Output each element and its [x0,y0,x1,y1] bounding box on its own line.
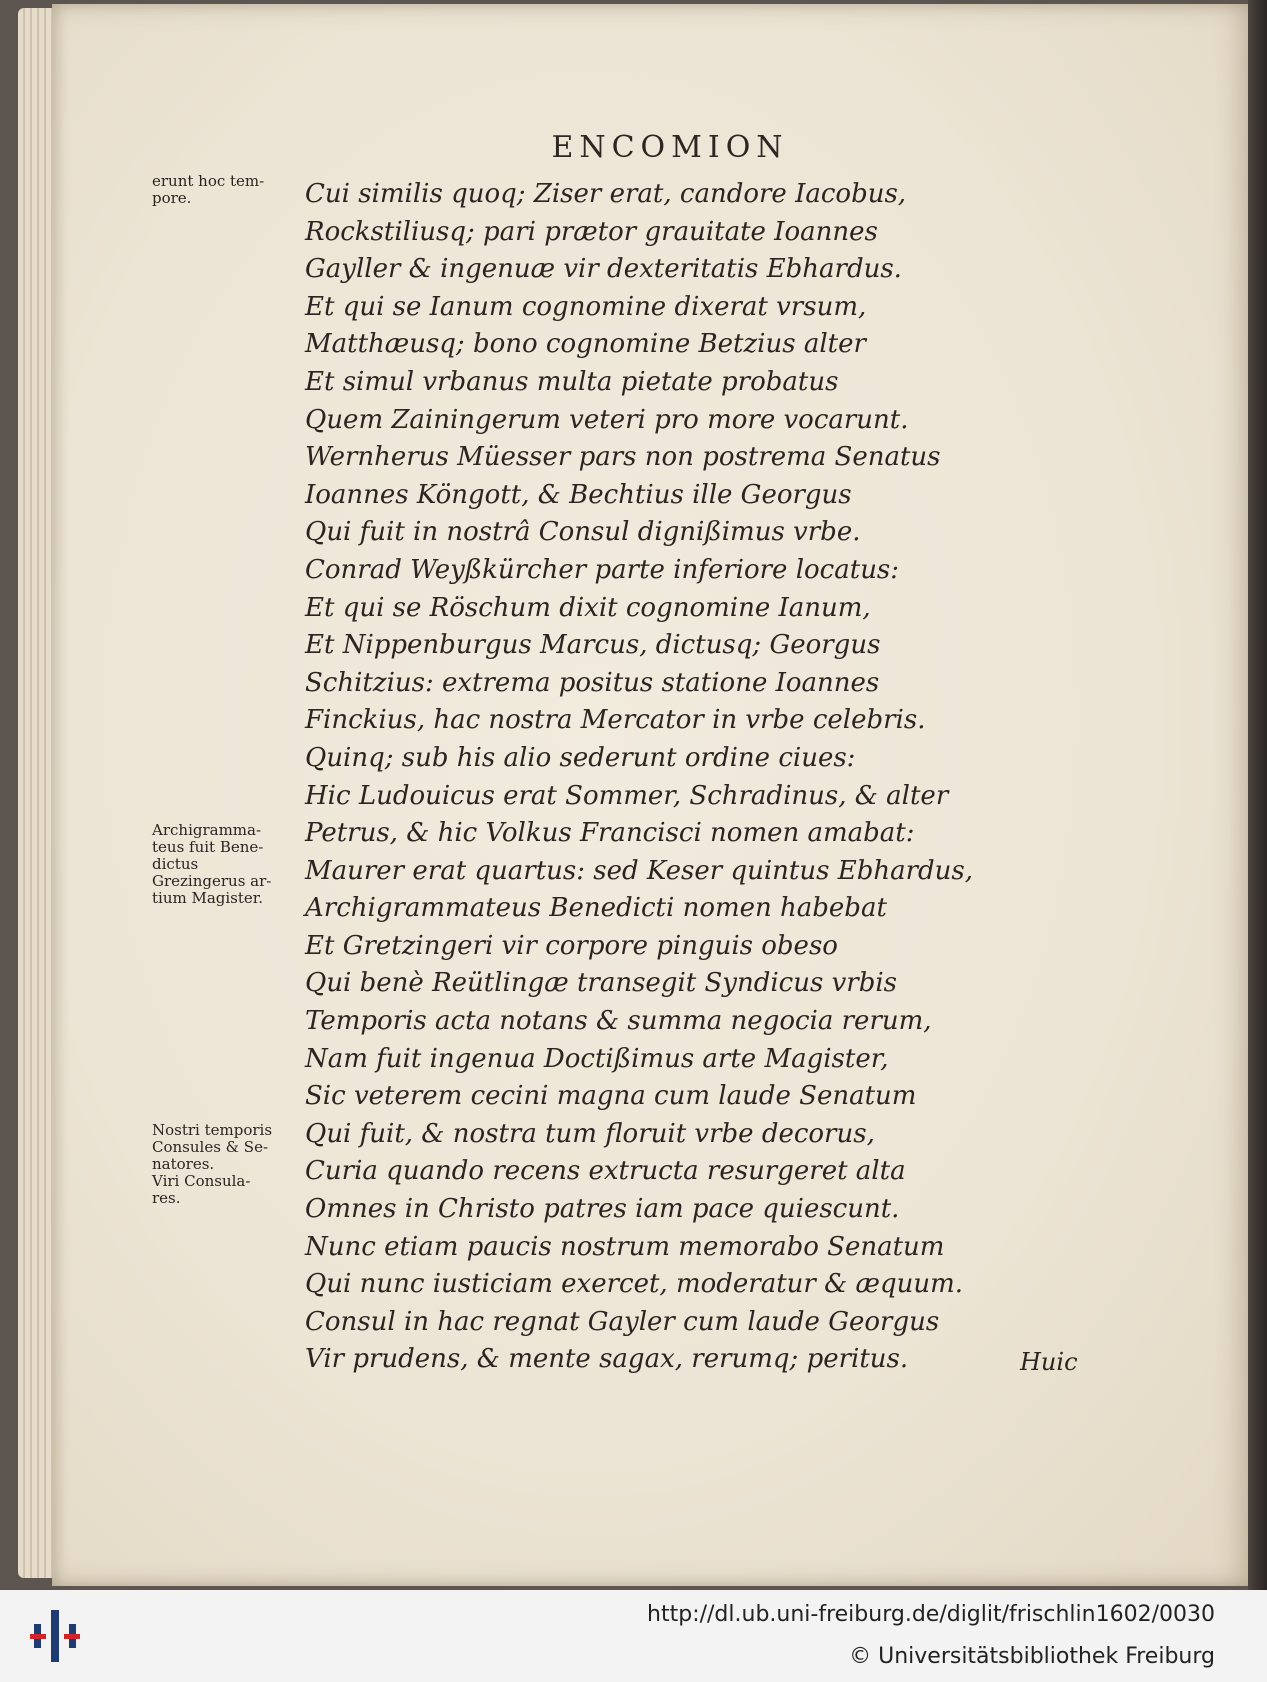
verse-line: Rockstiliusq; pari prætor grauitate Ioannes [305,216,878,247]
verse-line: Cui similis quoq; Ziser erat, candore Iacobus, [305,179,907,209]
verse-line: Vir prudens, & mente sagax, rerumq; peritus. [305,1344,909,1375]
verse-line: Gayller & ingenuæ vir dexteritatis Ebhardus. [305,254,902,285]
verse-line: Quinq; sub his alio sederunt ordine ciues: [305,742,856,773]
verse-line: Archigrammateus Benedicti nomen habebat [305,893,887,924]
verse-line: Nam fuit ingenua Doctißimus arte Magister, [305,1043,889,1074]
verse-line: Matthæusq; bono cognomine Betzius alter [305,329,866,360]
verse-line: Ioannes Köngott, & Bechtius ille Georgus [305,479,852,510]
marginal-note: Archigramma- teus fuit Bene- dictus Grezingerus ar- tium Magister. [152,821,272,907]
verse-line: Et Gretzingeri vir corpore pinguis obeso [305,930,838,961]
verse-line: Curia quando recens extructa resurgeret alta [305,1156,906,1187]
verse-line: Qui fuit, & nostra tum floruit vrbe decorus, [305,1118,875,1149]
marginal-note: Nostri temporis Consules & Se- natores. Viri Consula- res. [152,1121,273,1207]
ub-freiburg-logo-icon[interactable] [30,1610,80,1662]
verse-line: Qui fuit in nostrâ Consul dignißimus vrbe. [305,517,861,548]
verse-line: Omnes in Christo patres iam pace quiescunt. [305,1194,900,1225]
verse-line: Et qui se Röschum dixit cognomine Ianum, [305,592,871,623]
verse-text [305,176,1005,1379]
page-header: ENCOMION [551,130,789,165]
verse-line: Qui benè Reütlingæ transegit Syndicus vrbis [305,968,898,999]
marginal-note: erunt hoc tem- pore. [152,172,265,207]
verse-line: Wernherus Müesser pars non postrema Senatus [305,442,941,473]
verse-line: Nunc etiam paucis nostrum memorabo Senatum [305,1231,945,1262]
footer-bar [0,1590,1267,1682]
verse-line: Schitzius: extrema positus statione Ioannes [305,667,880,698]
verse-line: Et simul vrbanus multa pietate probatus [305,366,839,397]
verse-line: Maurer erat quartus: sed Keser quintus Ebhardus, [305,855,974,886]
verse-line: Quem Zainingerum veteri pro more vocarunt. [305,404,909,435]
catchword: Huic [1020,1348,1078,1376]
permalink-url[interactable]: http://dl.ub.uni-freiburg.de/diglit/frischlin1602/0030 [647,1602,1215,1627]
verse-line: Sic veterem cecini magna cum laude Senatum [305,1081,917,1112]
copyright-notice: © Universitätsbibliothek Freiburg [849,1644,1215,1669]
verse-line: Hic Ludouicus erat Sommer, Schradinus, & alter [305,780,949,811]
verse-line: Conrad Weyßkürcher parte inferiore locatus: [305,554,900,585]
verse-line: Et qui se Ianum cognomine dixerat vrsum, [305,291,867,322]
verse-line: Finckius, hac nostra Mercator in vrbe celebris. [305,705,926,736]
book-spine-edge [1248,0,1267,1590]
verse-line: Qui nunc iusticiam exercet, moderatur & æquum. [305,1269,964,1300]
verse-line: Et Nippenburgus Marcus, dictusq; Georgus [305,630,881,661]
verse-line: Temporis acta notans & summa negocia rerum, [305,1006,932,1037]
verse-line: Petrus, & hic Volkus Francisci nomen amabat: [305,818,915,849]
verse-line: Consul in hac regnat Gayler cum laude Georgus [305,1306,940,1337]
